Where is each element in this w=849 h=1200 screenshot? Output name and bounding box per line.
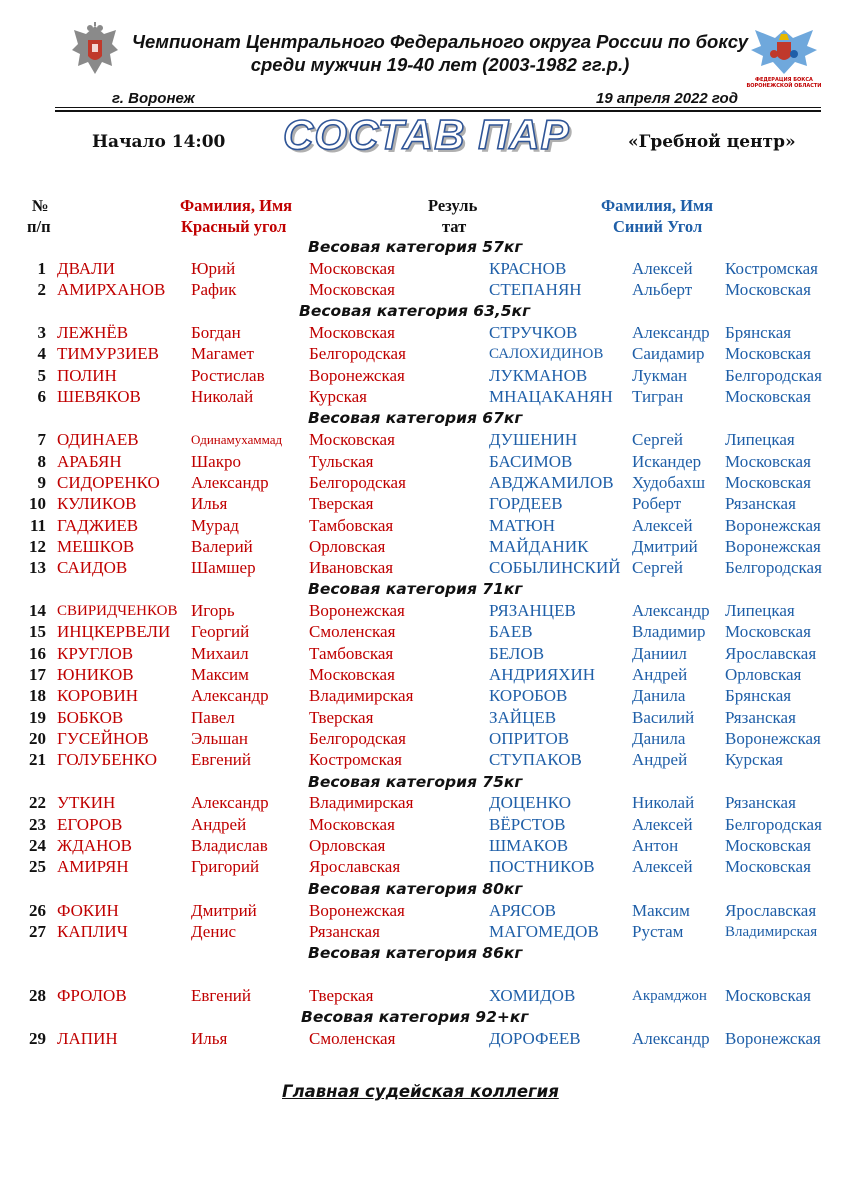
blue-corner-firstname: Даниил bbox=[632, 644, 687, 663]
blue-corner-firstname: Саидамир bbox=[632, 344, 705, 363]
blue-corner-region: Московская bbox=[725, 280, 811, 299]
red-corner-region: Курская bbox=[309, 387, 367, 406]
blue-corner-region: Ярославская bbox=[725, 644, 817, 663]
red-corner-surname: ФРОЛОВ bbox=[57, 986, 127, 1005]
boxing-federation-logo-icon bbox=[745, 24, 823, 90]
bout-number: 3 bbox=[37, 323, 46, 342]
red-corner-firstname: Игорь bbox=[191, 601, 235, 620]
blue-corner-surname: СТРУЧКОВ bbox=[489, 323, 578, 342]
blue-corner-region: Липецкая bbox=[725, 601, 795, 620]
red-corner-surname: ИНЦКЕРВЕЛИ bbox=[57, 622, 171, 641]
blue-corner-region: Орловская bbox=[725, 665, 802, 684]
bout-number: 29 bbox=[29, 1029, 46, 1048]
red-corner-region: Тверская bbox=[309, 494, 374, 513]
blue-corner-region: Московская bbox=[725, 452, 811, 471]
red-corner-region: Владимирская bbox=[309, 793, 414, 812]
bout-number: 12 bbox=[29, 537, 46, 556]
red-corner-region: Рязанская bbox=[309, 922, 380, 941]
red-corner-region: Костромская bbox=[309, 750, 402, 769]
bout-number: 20 bbox=[29, 729, 46, 748]
judges-panel-footer: Главная судейская коллегия bbox=[282, 1082, 559, 1101]
weight-category-header: Весовая категория 80кг bbox=[308, 880, 523, 898]
red-corner-region: Тамбовская bbox=[309, 644, 394, 663]
blue-corner-region: Рязанская bbox=[725, 708, 796, 727]
blue-corner-surname: САЛОХИДИНОВ bbox=[489, 346, 604, 362]
red-corner-region: Смоленская bbox=[309, 1029, 396, 1048]
col-header-number-sub: п/п bbox=[27, 217, 51, 236]
red-corner-firstname: Максим bbox=[191, 665, 249, 684]
right-logo-caption-line1: ФЕДЕРАЦИЯ БОКСА bbox=[755, 77, 813, 83]
weight-category-header: Весовая категория 71кг bbox=[308, 580, 523, 598]
bout-number: 7 bbox=[37, 430, 46, 449]
blue-corner-surname: ДУШЕНИН bbox=[489, 430, 578, 449]
russian-eagle-emblem-icon bbox=[66, 20, 124, 80]
red-corner-firstname: Георгий bbox=[191, 622, 250, 641]
red-corner-firstname: Николай bbox=[191, 387, 254, 406]
bout-number: 24 bbox=[29, 836, 46, 855]
red-corner-region: Московская bbox=[309, 280, 395, 299]
red-corner-surname: КАПЛИЧ bbox=[57, 922, 128, 941]
blue-corner-region: Воронежская bbox=[725, 516, 821, 535]
bout-number: 28 bbox=[29, 986, 46, 1005]
col-header-red-corner: Красный угол bbox=[181, 217, 287, 236]
blue-corner-firstname: Максим bbox=[632, 901, 690, 920]
blue-corner-firstname: Алексей bbox=[632, 857, 693, 876]
red-corner-surname: КРУГЛОВ bbox=[57, 644, 134, 663]
blue-corner-region: Ярославская bbox=[725, 901, 817, 920]
blue-corner-surname: МАЙДАНИК bbox=[489, 537, 589, 556]
weight-category-header: Весовая категория 67кг bbox=[308, 409, 523, 427]
blue-corner-surname: МАТЮН bbox=[489, 516, 556, 535]
red-corner-firstname: Ростислав bbox=[191, 366, 265, 385]
blue-corner-region: Рязанская bbox=[725, 793, 796, 812]
start-time: Начало 14:00 bbox=[92, 132, 226, 152]
col-header-result: Резуль bbox=[428, 196, 478, 215]
bout-number: 19 bbox=[29, 708, 46, 727]
red-corner-firstname: Мурад bbox=[191, 516, 239, 535]
blue-corner-surname: АРЯСОВ bbox=[489, 901, 556, 920]
red-corner-surname: АМИРЯН bbox=[57, 857, 129, 876]
blue-corner-surname: ОПРИТОВ bbox=[489, 729, 570, 748]
blue-corner-firstname: Дмитрий bbox=[632, 537, 698, 556]
blue-corner-surname: ДОЦЕНКО bbox=[489, 793, 572, 812]
red-corner-firstname: Григорий bbox=[191, 857, 260, 876]
red-corner-firstname: Шамшер bbox=[191, 558, 256, 577]
red-corner-region: Ивановская bbox=[309, 558, 394, 577]
blue-corner-region: Курская bbox=[725, 750, 783, 769]
bout-number: 6 bbox=[37, 387, 46, 406]
bout-number: 23 bbox=[29, 815, 46, 834]
blue-corner-region: Московская bbox=[725, 836, 811, 855]
blue-corner-surname: КРАСНОВ bbox=[489, 259, 567, 278]
blue-corner-firstname: Александр bbox=[632, 323, 710, 342]
red-corner-region: Воронежская bbox=[309, 366, 405, 385]
blue-corner-region: Брянская bbox=[725, 686, 792, 705]
red-corner-surname: ОДИНАЕВ bbox=[57, 430, 139, 449]
title-line-2: среди мужчин 19-40 лет (2003-1982 гг.р.) bbox=[250, 54, 630, 75]
red-corner-region: Тверская bbox=[309, 986, 374, 1005]
red-corner-surname: ГУСЕЙНОВ bbox=[57, 729, 149, 748]
red-corner-surname: УТКИН bbox=[57, 793, 116, 812]
red-corner-firstname: Денис bbox=[191, 922, 237, 941]
bout-number: 10 bbox=[29, 494, 46, 513]
blue-corner-firstname: Антон bbox=[632, 836, 679, 855]
red-corner-firstname: Эльшан bbox=[191, 729, 248, 748]
col-header-blue-name: Фамилия, Имя bbox=[601, 196, 714, 215]
blue-corner-surname: ГОРДЕЕВ bbox=[489, 494, 563, 513]
red-corner-region: Московская bbox=[309, 259, 395, 278]
red-corner-region: Воронежская bbox=[309, 901, 405, 920]
red-corner-region: Московская bbox=[309, 323, 395, 342]
blue-corner-surname: ДОРОФЕЕВ bbox=[489, 1029, 581, 1048]
blue-corner-region: Московская bbox=[725, 857, 811, 876]
red-corner-firstname: Юрий bbox=[191, 259, 236, 278]
blue-corner-firstname: Рустам bbox=[632, 922, 684, 941]
red-corner-surname: САИДОВ bbox=[57, 558, 128, 577]
blue-corner-region: Костромская bbox=[725, 259, 818, 278]
blue-corner-region: Московская bbox=[725, 344, 811, 363]
blue-corner-surname: ВЁРСТОВ bbox=[489, 815, 566, 834]
red-corner-firstname: Андрей bbox=[191, 815, 247, 834]
red-corner-region: Белгородская bbox=[309, 729, 406, 748]
blue-corner-region: Владимирская bbox=[725, 924, 818, 940]
red-corner-region: Владимирская bbox=[309, 686, 414, 705]
blue-corner-firstname: Александр bbox=[632, 601, 710, 620]
red-corner-surname: ЖДАНОВ bbox=[57, 836, 132, 855]
header-divider-thin bbox=[55, 107, 821, 108]
bout-number: 25 bbox=[29, 857, 46, 876]
red-corner-region: Тамбовская bbox=[309, 516, 394, 535]
bout-number: 16 bbox=[29, 644, 46, 663]
red-corner-firstname: Александр bbox=[191, 686, 269, 705]
blue-corner-firstname: Александр bbox=[632, 1029, 710, 1048]
blue-corner-firstname: Алексей bbox=[632, 259, 693, 278]
red-corner-region: Тверская bbox=[309, 708, 374, 727]
red-corner-firstname: Михаил bbox=[191, 644, 249, 663]
weight-category-header: Весовая категория 63,5кг bbox=[299, 302, 531, 320]
weight-category-header: Весовая категория 75кг bbox=[308, 773, 523, 791]
bout-number: 17 bbox=[29, 665, 46, 684]
red-corner-surname: АМИРХАНОВ bbox=[57, 280, 166, 299]
red-corner-surname: ШЕВЯКОВ bbox=[57, 387, 141, 406]
bout-number: 15 bbox=[29, 622, 46, 641]
blue-corner-region: Белгородская bbox=[725, 366, 822, 385]
red-corner-surname: ЛАПИН bbox=[57, 1029, 118, 1048]
blue-corner-region: Брянская bbox=[725, 323, 792, 342]
blue-corner-surname: ПОСТНИКОВ bbox=[489, 857, 595, 876]
bout-number: 14 bbox=[29, 601, 46, 620]
red-corner-region: Московская bbox=[309, 815, 395, 834]
blue-corner-firstname: Альберт bbox=[632, 280, 693, 299]
col-header-number: № bbox=[32, 196, 49, 215]
red-corner-surname: ГОЛУБЕНКО bbox=[57, 750, 158, 769]
red-corner-firstname: Магамет bbox=[191, 344, 254, 363]
red-corner-region: Белгородская bbox=[309, 473, 406, 492]
blue-corner-surname: МАГОМЕДОВ bbox=[489, 922, 599, 941]
col-header-red-name: Фамилия, Имя bbox=[180, 196, 293, 215]
blue-corner-surname: АВДЖАМИЛОВ bbox=[489, 473, 614, 492]
blue-corner-surname: ЛУКМАНОВ bbox=[489, 366, 588, 385]
blue-corner-surname: МНАЦАКАНЯН bbox=[489, 387, 613, 406]
red-corner-region: Смоленская bbox=[309, 622, 396, 641]
blue-corner-region: Московская bbox=[725, 387, 811, 406]
bout-number: 22 bbox=[29, 793, 46, 812]
red-corner-firstname: Илья bbox=[191, 1029, 228, 1048]
blue-corner-region: Белгородская bbox=[725, 815, 822, 834]
red-corner-region: Белгородская bbox=[309, 344, 406, 363]
blue-corner-surname: АНДРИЯХИН bbox=[489, 665, 596, 684]
blue-corner-firstname: Роберт bbox=[632, 494, 682, 513]
bout-number: 11 bbox=[29, 516, 46, 535]
red-corner-surname: АРАБЯН bbox=[57, 452, 122, 471]
blue-corner-surname: БАСИМОВ bbox=[489, 452, 573, 471]
red-corner-region: Орловская bbox=[309, 537, 386, 556]
red-corner-firstname: Павел bbox=[191, 708, 235, 727]
blue-corner-region: Воронежская bbox=[725, 1029, 821, 1048]
blue-corner-surname: СТЕПАНЯН bbox=[489, 280, 582, 299]
blue-corner-region: Рязанская bbox=[725, 494, 796, 513]
blue-corner-firstname: Андрей bbox=[632, 665, 688, 684]
blue-corner-firstname: Алексей bbox=[632, 815, 693, 834]
red-corner-firstname: Александр bbox=[191, 473, 269, 492]
blue-corner-surname: СТУПАКОВ bbox=[489, 750, 582, 769]
blue-corner-firstname: Владимир bbox=[632, 622, 706, 641]
red-corner-surname: КУЛИКОВ bbox=[57, 494, 137, 513]
right-logo-caption-line2: ВОРОНЕЖСКОЙ ОБЛАСТИ bbox=[746, 83, 822, 89]
weight-category-header: Весовая категория 92+кг bbox=[301, 1008, 529, 1026]
bout-number: 21 bbox=[29, 750, 46, 769]
red-corner-surname: ФОКИН bbox=[57, 901, 119, 920]
blue-corner-region: Белгородская bbox=[725, 558, 822, 577]
red-corner-firstname: Одинамухаммад bbox=[191, 432, 283, 447]
blue-corner-region: Воронежская bbox=[725, 729, 821, 748]
bout-number: 18 bbox=[29, 686, 46, 705]
blue-corner-firstname: Лукман bbox=[632, 366, 688, 385]
red-corner-region: Московская bbox=[309, 430, 395, 449]
blue-corner-surname: ШМАКОВ bbox=[489, 836, 569, 855]
bout-number: 1 bbox=[37, 259, 46, 278]
championship-title bbox=[130, 30, 750, 76]
blue-corner-surname: СОБЫЛИНСКИЙ bbox=[489, 558, 621, 577]
blue-corner-region: Липецкая bbox=[725, 430, 795, 449]
blue-corner-surname: КОРОБОВ bbox=[489, 686, 568, 705]
red-corner-firstname: Валерий bbox=[191, 537, 253, 556]
blue-corner-firstname: Николай bbox=[632, 793, 695, 812]
blue-corner-firstname: Акрамджон bbox=[632, 988, 707, 1004]
blue-corner-firstname: Худобахш bbox=[632, 473, 706, 492]
red-corner-surname: ГАДЖИЕВ bbox=[57, 516, 139, 535]
red-corner-firstname: Шакро bbox=[191, 452, 241, 471]
red-corner-surname: СВИРИДЧЕНКОВ bbox=[57, 603, 178, 619]
blue-corner-surname: ЗАЙЦЕВ bbox=[489, 708, 557, 727]
red-corner-region: Московская bbox=[309, 665, 395, 684]
blue-corner-firstname: Сергей bbox=[632, 558, 683, 577]
red-corner-firstname: Илья bbox=[191, 494, 228, 513]
red-corner-region: Воронежская bbox=[309, 601, 405, 620]
red-corner-surname: БОБКОВ bbox=[57, 708, 124, 727]
page-title: СОСТАВ ПАР bbox=[283, 111, 570, 158]
blue-corner-firstname: Василий bbox=[632, 708, 695, 727]
weight-category-header: Весовая категория 86кг bbox=[308, 944, 523, 962]
blue-corner-firstname: Сергей bbox=[632, 430, 683, 449]
blue-corner-region: Московская bbox=[725, 622, 811, 641]
title-line-1: Чемпионат Центрального Федерального округа России по боксу bbox=[131, 31, 749, 52]
blue-corner-firstname: Андрей bbox=[632, 750, 688, 769]
blue-corner-surname: БАЕВ bbox=[489, 622, 533, 641]
bout-number: 13 bbox=[29, 558, 46, 577]
red-corner-firstname: Александр bbox=[191, 793, 269, 812]
red-corner-surname: МЕШКОВ bbox=[57, 537, 135, 556]
venue-label: «Гребной центр» bbox=[628, 132, 796, 152]
blue-corner-firstname: Данила bbox=[632, 729, 686, 748]
red-corner-surname: ЮНИКОВ bbox=[57, 665, 134, 684]
red-corner-surname: ПОЛИН bbox=[57, 366, 117, 385]
col-header-result-sub: тат bbox=[442, 217, 467, 236]
red-corner-firstname: Рафик bbox=[191, 280, 237, 299]
bout-number: 5 bbox=[37, 366, 46, 385]
red-corner-surname: ДВАЛИ bbox=[57, 259, 115, 278]
blue-corner-surname: БЕЛОВ bbox=[489, 644, 545, 663]
blue-corner-surname: ХОМИДОВ bbox=[489, 986, 576, 1005]
red-corner-surname: ЛЕЖНЁВ bbox=[57, 323, 129, 342]
city-label: г. Воронеж bbox=[112, 90, 195, 107]
red-corner-surname: ЕГОРОВ bbox=[57, 815, 123, 834]
blue-corner-firstname: Данила bbox=[632, 686, 686, 705]
red-corner-surname: СИДОРЕНКО bbox=[57, 473, 160, 492]
blue-corner-firstname: Искандер bbox=[632, 452, 702, 471]
bout-number: 8 bbox=[37, 452, 46, 471]
red-corner-firstname: Дмитрий bbox=[191, 901, 257, 920]
weight-category-header: Весовая категория 57кг bbox=[308, 238, 523, 256]
blue-corner-firstname: Тигран bbox=[632, 387, 684, 406]
bout-number: 4 bbox=[37, 344, 46, 363]
red-corner-region: Ярославская bbox=[309, 857, 401, 876]
red-corner-region: Тульская bbox=[309, 452, 374, 471]
red-corner-surname: ТИМУРЗИЕВ bbox=[57, 344, 159, 363]
date-label: 19 апреля 2022 год bbox=[596, 90, 738, 107]
blue-corner-region: Московская bbox=[725, 986, 811, 1005]
red-corner-region: Орловская bbox=[309, 836, 386, 855]
col-header-blue-corner: Синий Угол bbox=[613, 217, 703, 236]
blue-corner-region: Воронежская bbox=[725, 537, 821, 556]
bout-number: 9 bbox=[37, 473, 46, 492]
red-corner-firstname: Евгений bbox=[191, 986, 251, 1005]
bout-number: 26 bbox=[29, 901, 46, 920]
blue-corner-firstname: Алексей bbox=[632, 516, 693, 535]
red-corner-surname: КОРОВИН bbox=[57, 686, 139, 705]
blue-corner-region: Московская bbox=[725, 473, 811, 492]
red-corner-firstname: Богдан bbox=[191, 323, 241, 342]
red-corner-firstname: Владислав bbox=[191, 836, 268, 855]
bout-number: 2 bbox=[37, 280, 46, 299]
red-corner-firstname: Евгений bbox=[191, 750, 251, 769]
bout-number: 27 bbox=[29, 922, 46, 941]
blue-corner-surname: РЯЗАНЦЕВ bbox=[489, 601, 576, 620]
